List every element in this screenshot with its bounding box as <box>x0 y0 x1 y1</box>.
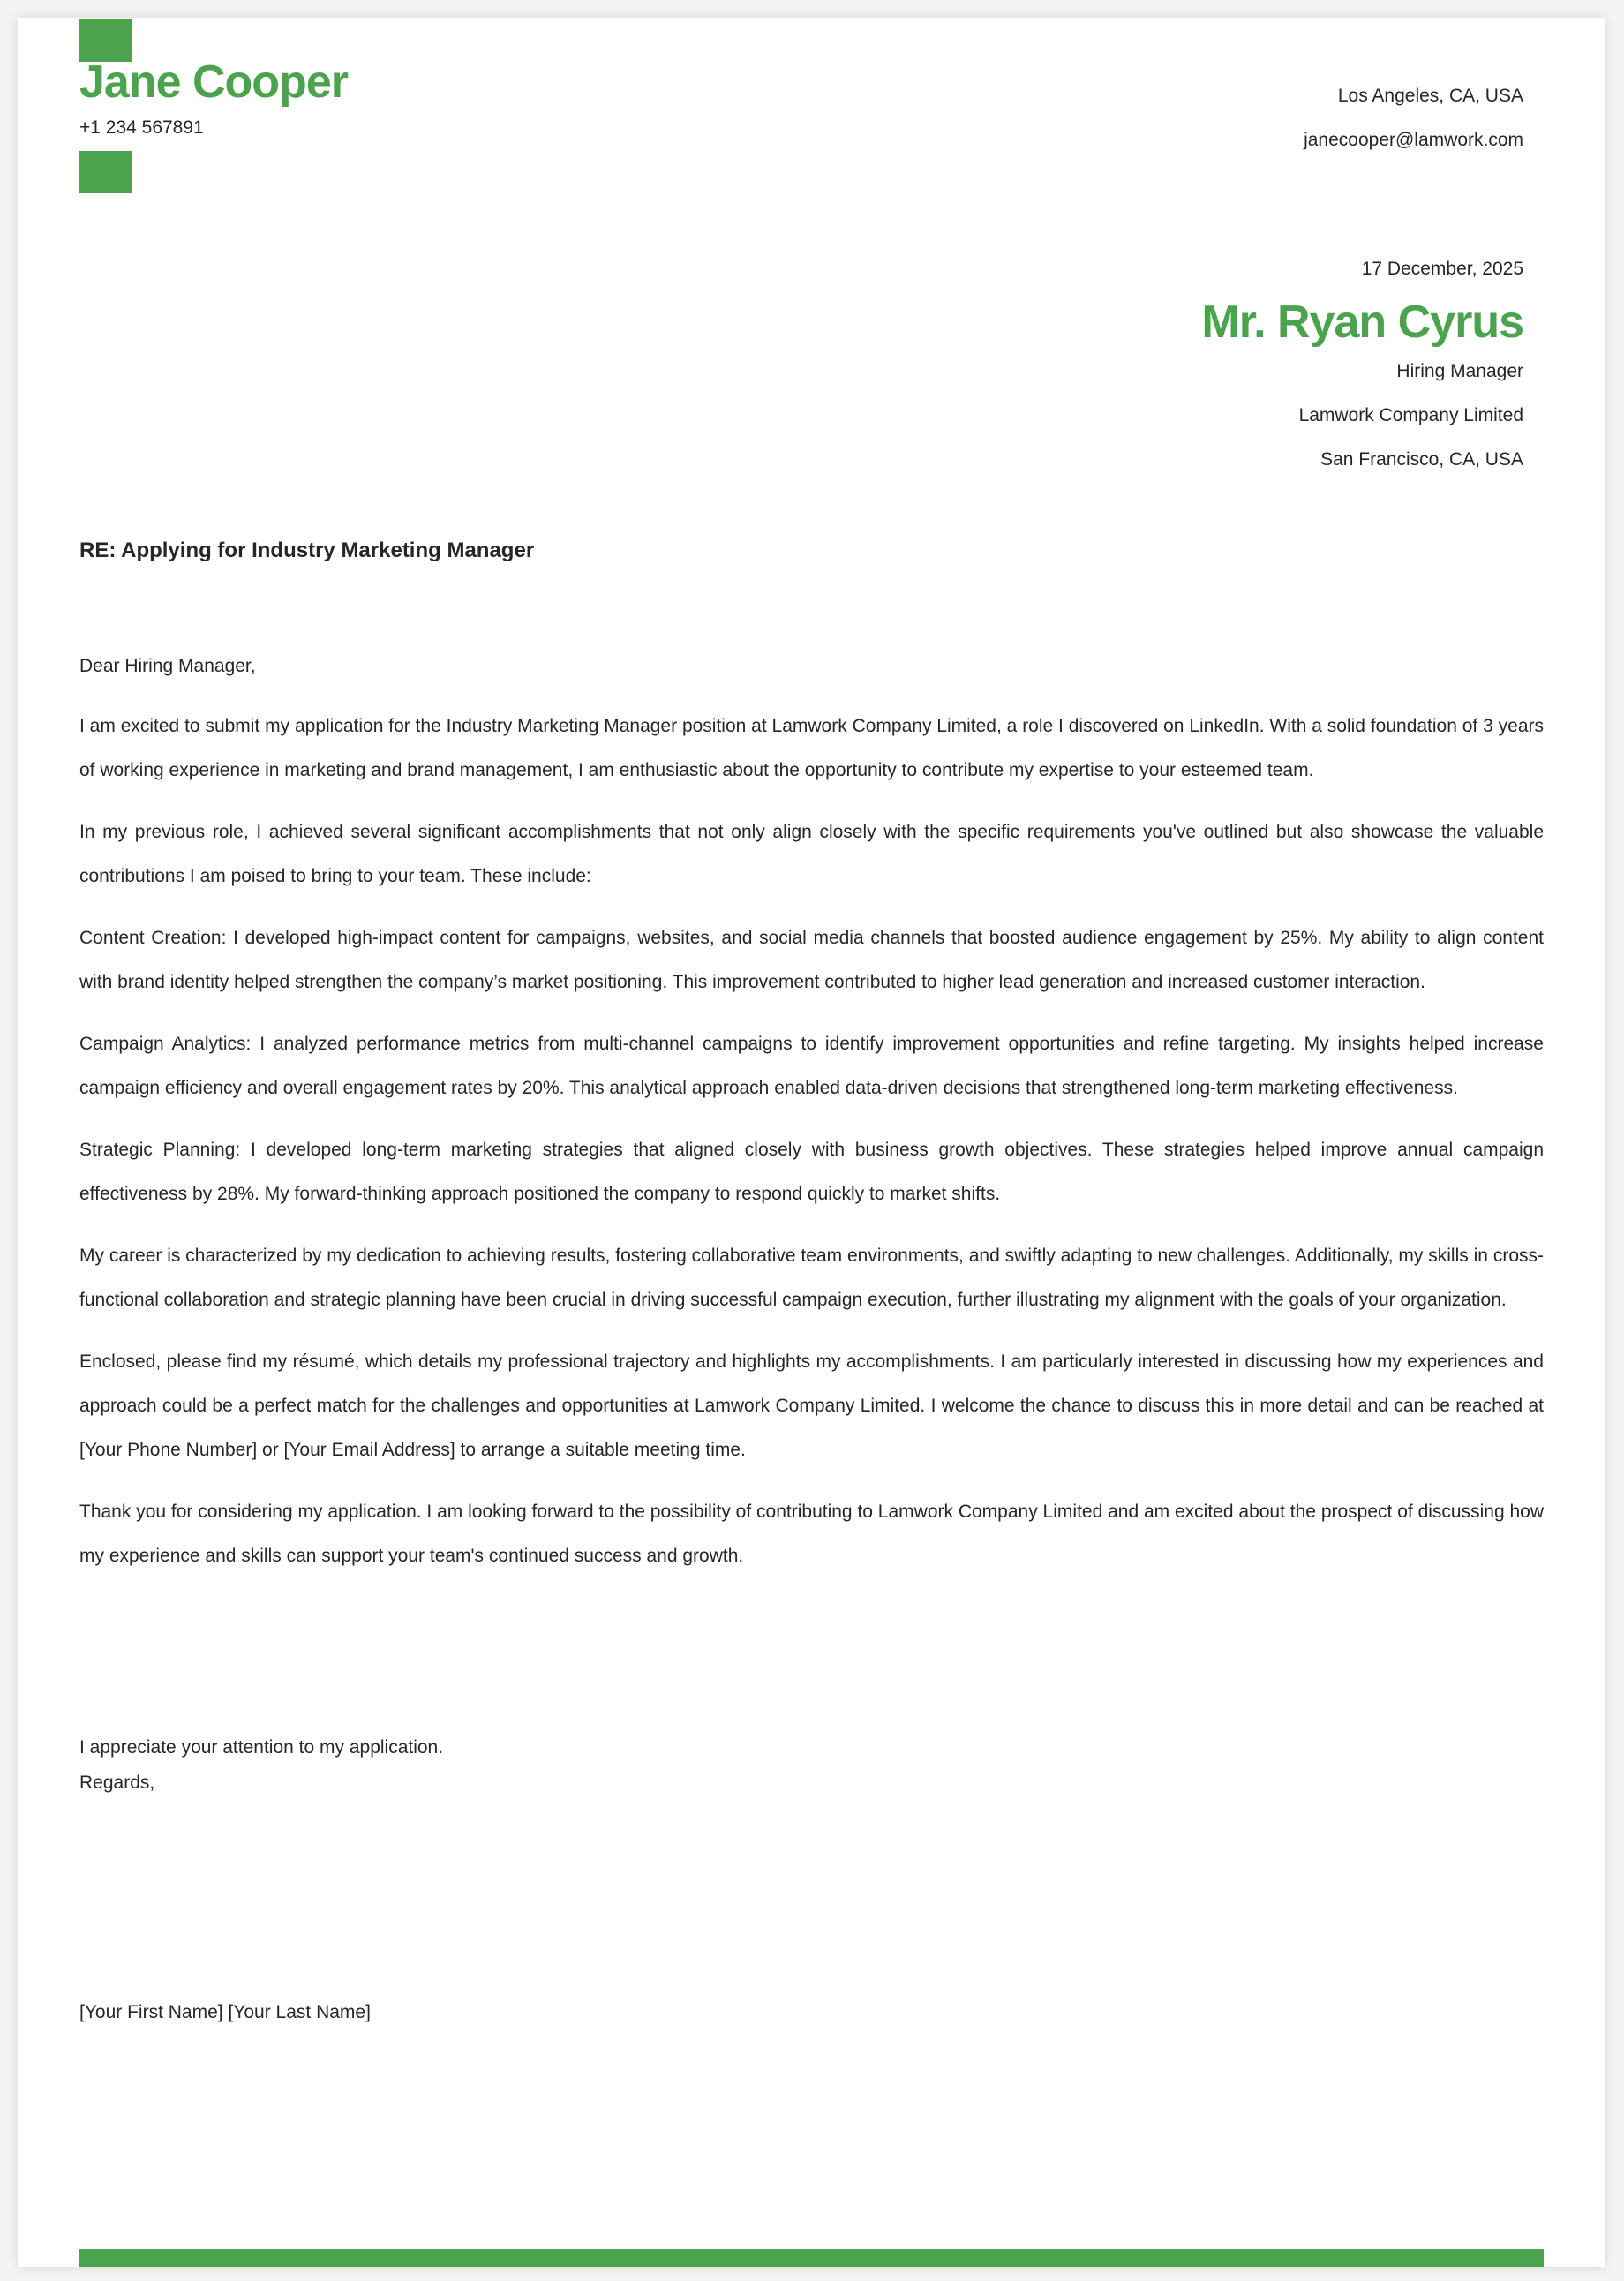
recipient-company: Lamwork Company Limited <box>1298 405 1523 426</box>
body-paragraph: Enclosed, please find my résumé, which details my professional trajectory and highlights my accomplishments. I am particularly interested in discussing how my experiences and approach could be a perfect match for the challenges and opportunities at Lamwork Company Limited. I welcome the chance to discuss this in more detail and can be reached at [Your Phone Number] or [Your Email Address] to arrange a suitable meeting time. <box>79 1351 1544 1460</box>
recipient-location: San Francisco, CA, USA <box>1320 449 1523 471</box>
greeting: Dear Hiring Manager, <box>79 656 256 676</box>
letter-subject: RE: Applying for Industry Marketing Manager <box>79 538 535 562</box>
closing-block <box>79 1730 443 1801</box>
body-paragraph: Thank you for considering my application. I am looking forward to the possibility of contributing to Lamwork Company Limited and am excited about the prospect of discussing how my experience and skills can support your team's continued success and growth. <box>79 1502 1544 1566</box>
body-paragraph: My career is characterized by my dedication to achieving results, fostering collaborative team environments, and swiftly adapting to new challenges. Additionally, my skills in cross-functional collaboration and strategic planning have been crucial in driving successful campaign execution, further illustrating my alignment with the goals of your organization. <box>79 1246 1544 1310</box>
recipient-name: Mr. Ryan Cyrus <box>1201 297 1523 348</box>
recipient-block <box>1201 247 1523 482</box>
footer-bar <box>79 2249 1544 2267</box>
body-paragraph: In my previous role, I achieved several significant accomplishments that not only align closely with the specific requirements you've outlined but also showcase the valuable contributions I am poised to bring to your team. These include: <box>79 822 1544 886</box>
body-paragraph: Strategic Planning: I developed long-term marketing strategies that aligned closely with business growth objectives. These strategies helped improve annual campaign effectiveness by 28%. My forward-thinking approach positioned the company to respond quickly to market shifts. <box>79 1140 1544 1204</box>
letter-body <box>79 644 1544 1596</box>
recipient-title: Hiring Manager <box>1396 361 1523 382</box>
signature-name: [Your First Name] [Your Last Name] <box>79 2002 371 2022</box>
closing-line: I appreciate your attention to my application. <box>79 1737 444 1758</box>
letter-page <box>18 18 1605 2267</box>
closing-regards: Regards, <box>79 1773 155 1793</box>
sender-location: Los Angeles, CA, USA <box>1337 86 1523 106</box>
sender-name: Jane Cooper <box>79 56 348 108</box>
body-paragraph: Content Creation: I developed high-impact content for campaigns, websites, and social media channels that boosted audience engagement by 25%. My ability to align content with brand identity helped strengthen the company’s market positioning. This improvement contributed to higher lead generation and increased customer interaction. <box>79 928 1544 992</box>
sender-email: janecooper@lamwork.com <box>1304 130 1523 150</box>
decorative-block-middle <box>79 151 132 193</box>
body-paragraph: Campaign Analytics: I analyzed performance metrics from multi-channel campaigns to identify improvement opportunities and refine targeting. My insights helped increase campaign efficiency and overall engagement rates by 20%. This analytical approach enabled data-driven decisions that strengthened long-term marketing effectiveness. <box>79 1034 1544 1098</box>
letter-date: 17 December, 2025 <box>1361 259 1523 279</box>
sender-contact <box>1304 74 1523 162</box>
body-paragraph: I am excited to submit my application for the Industry Marketing Manager position at Lamwork Company Limited, a role I discovered on LinkedIn. With a solid foundation of 3 years of working experience in marketing and brand management, I am enthusiastic about the opportunity to contribute my expertise to your esteemed team. <box>79 716 1544 780</box>
sender-phone: +1 234 567891 <box>79 117 204 138</box>
